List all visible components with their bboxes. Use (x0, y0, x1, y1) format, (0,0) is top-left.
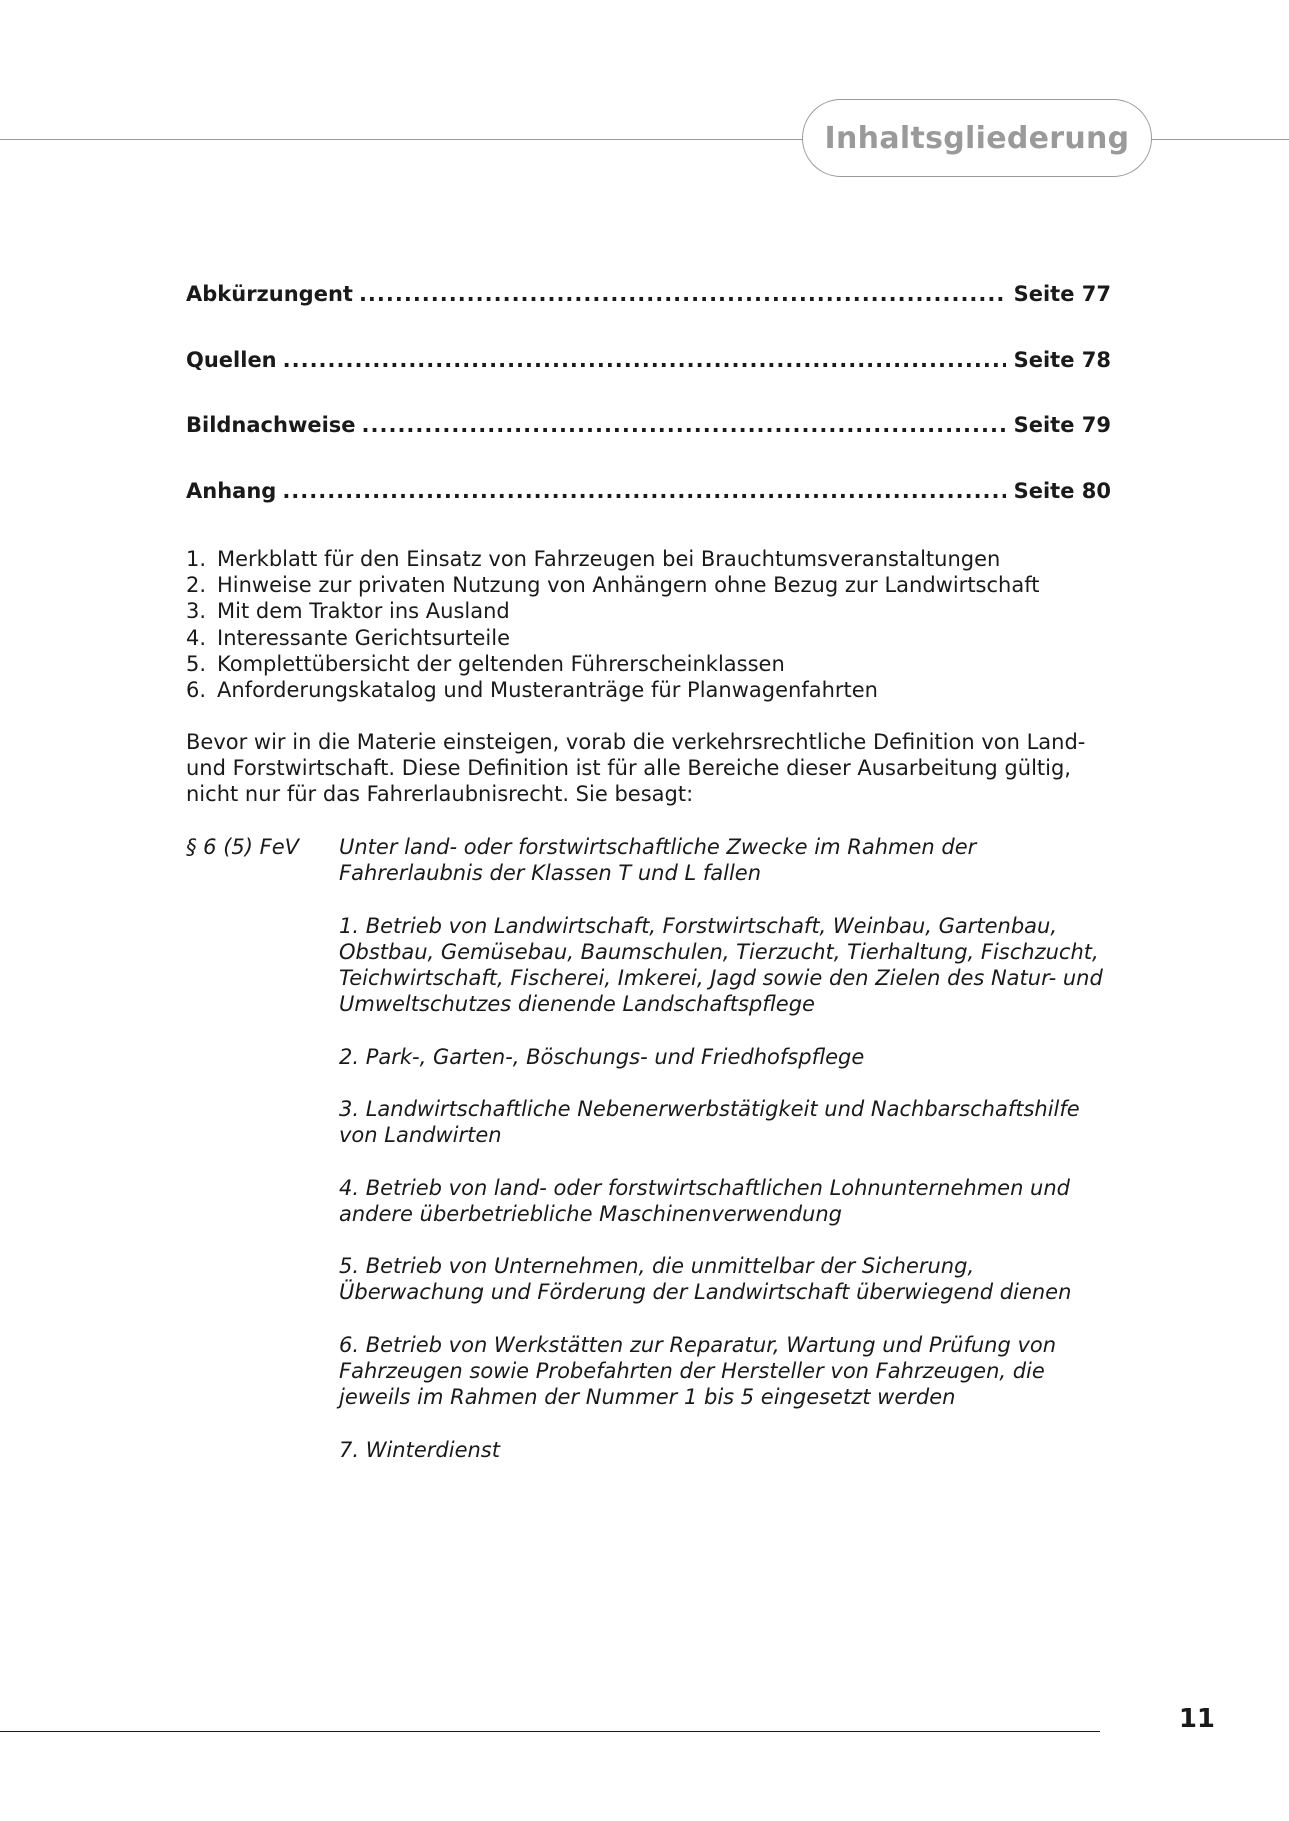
annex-item-number: 5. (186, 651, 207, 676)
law-reference: § 6 (5) FeV (186, 835, 299, 859)
toc-dot-leader (362, 413, 1006, 437)
page-number: 11 (1178, 1704, 1215, 1734)
annex-item-number: 1. (186, 547, 207, 571)
toc-dot-leader (282, 479, 1005, 503)
toc-entry (186, 282, 1111, 348)
toc-entry-title: Quellen (186, 347, 277, 372)
section-title: Inhaltsgliederung (824, 120, 1130, 156)
law-paragraph: 3. Landwirtschaftliche Nebenerwerbstätigkeit und Nachbarschaftshilfe von Landwirten (339, 1096, 1080, 1148)
annex-item-text: Hinweise zur privaten Nutzung von Anhängern ohne Bezug zur Landwirtschaft (217, 573, 1040, 598)
toc-entry-page: Seite 79 (1013, 413, 1111, 437)
annex-item-number: 3. (186, 599, 207, 624)
toc-entry-title: Abkürzungent (186, 282, 353, 306)
annex-item-text: Anforderungskatalog und Musteranträge für Planwagenfahrten (217, 678, 878, 703)
toc-entry (186, 479, 1111, 545)
annex-item-text: Interessante Gerichtsurteile (217, 625, 511, 650)
toc-dot-leader (359, 282, 1006, 306)
annex-item (186, 546, 1116, 572)
law-paragraph: 1. Betrieb von Landwirtschaft, Forstwirtschaft, Weinbau, Gartenbau, Obstbau, Gemüsebau, Baumschulen, Tierzucht, Tierhaltung, Fischzucht, Teichwirtschaft, Fischerei, Imkerei, Jagd sowie den Zielen des Natur- und Umweltschutzes dienende Landschaftspflege (339, 913, 1103, 1017)
toc-entry-page: Seite 78 (1013, 347, 1111, 372)
annex-item (186, 651, 1116, 677)
law-paragraph: 7. Winterdienst (339, 1437, 500, 1462)
law-paragraph: 6. Betrieb von Werkstätten zur Reparatur, Wartung und Prüfung von Fahrzeugen sowie Probefahrten der Hersteller von Fahrzeugen, die jeweils im Rahmen der Nummer 1 bis 5 eingesetzt werden (339, 1332, 1057, 1410)
annex-item-text: Merkblatt für den Einsatz von Fahrzeugen bei Brauchtumsveranstaltungen (217, 547, 1001, 571)
toc-entry (186, 348, 1111, 414)
annex-item-number: 2. (186, 573, 207, 598)
law-paragraph: Unter land- oder forstwirtschaftliche Zwecke im Rahmen der Fahrerlaubnis der Klassen T und L fallen (339, 835, 977, 886)
toc-entry-page: Seite 77 (1013, 282, 1111, 306)
toc-entry (186, 413, 1111, 479)
section-header-tab (802, 99, 1152, 177)
toc-entry-title: Bildnachweise (186, 413, 356, 437)
toc-entry-page: Seite 80 (1013, 478, 1111, 503)
annex-item-text: Mit dem Traktor ins Ausland (217, 599, 510, 624)
law-definition (339, 834, 1119, 1489)
toc-dot-leader (283, 348, 1006, 372)
annex-item (186, 677, 1116, 703)
annex-item (186, 572, 1116, 598)
intro-paragraph: Bevor wir in die Materie einsteigen, vorab die verkehrsrechtliche Definition von Land- und Forstwirtschaft. Diese Definition ist für alle Bereiche dieser Ausarbeitung gültig, nicht nur für das Fahrerlaubnisrecht. Sie besagt: (186, 730, 1086, 807)
footer-rule (0, 1731, 1100, 1732)
annex-item-number: 6. (186, 678, 207, 703)
annex-item-number: 4. (186, 625, 207, 650)
annex-item (186, 625, 1116, 651)
annex-item-text: Komplettübersicht der geltenden Führerscheinklassen (217, 651, 785, 676)
table-of-contents (186, 282, 1111, 544)
law-paragraph: 2. Park-, Garten-, Böschungs- und Friedhofspflege (339, 1044, 865, 1069)
toc-entry-title: Anhang (186, 478, 277, 503)
annex-item (186, 598, 1116, 624)
law-paragraph: 4. Betrieb von land- oder forstwirtschaftlichen Lohnunternehmen und andere überbetriebliche Maschinenverwendung (339, 1175, 1071, 1226)
law-paragraph: 5. Betrieb von Unternehmen, die unmittelbar der Sicherung, Überwachung und Förderung der Landwirtschaft überwiegend dienen (339, 1254, 1072, 1305)
annex-list (186, 546, 1116, 703)
